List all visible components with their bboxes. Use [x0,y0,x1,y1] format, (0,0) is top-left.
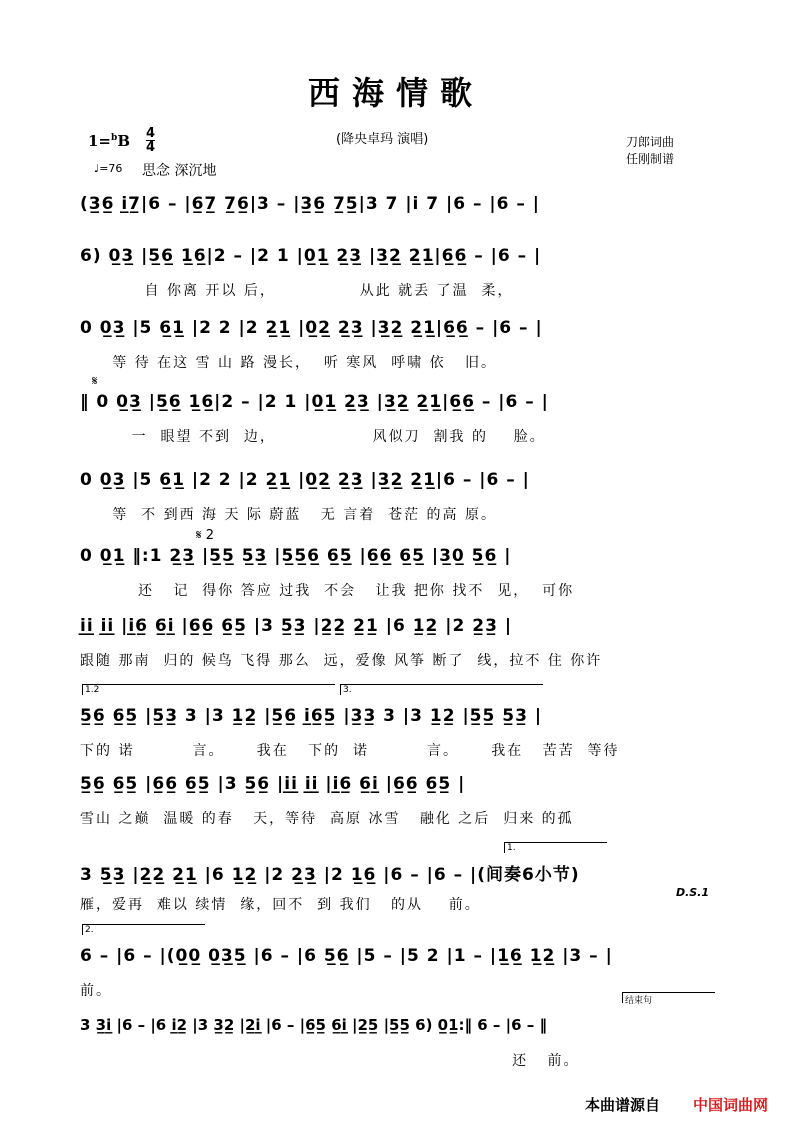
notes-line: 0 0̲1̲ ‖:1 2̲3̲ |5̲5̲ 5̲3̲ |5̲5̲6̲ 6̲5̲ |6̲6̲ 6̲5̲ |3̲0̲ 5̲6̲ | [80,546,512,566]
volta-3: 3. [340,684,543,695]
notes-line: 3 5̲3̲ |2̲2̲ 2̲1̲ |6 1̲2̲ |2 2̲3̲ |2 1̲6̲ |6 – |6 – |(间奏6小节) [80,865,580,885]
ending-bracket: 结束句 [622,992,715,1003]
source-label: 本曲谱源自 [585,1096,661,1114]
lyric-line: 雪山 之巅 温暖 的春 天，等待 高原 冰雪 融化 之后 归来 的孤 [80,811,574,827]
notes-line: 0 0̲3̲ |5 6̲1̲ |2 2 |2 2̲1̲ |0̲2̲ 2̲3̲ |3̲2̲ 2̲1̲|6̲6̲ – |6 – | [80,318,543,338]
lyric-line: 等 不 到西 海 天 际 蔚蓝 无 言着 苍茫 的高 原。 [80,507,498,523]
volta-2: 2. [82,924,205,935]
song-title: 西海情歌 [307,74,484,112]
lyric-line: 跟随 那南 归的 候鸟 飞得 那么 远，爱像 风筝 断了 线，拉不 住 你许 [80,653,603,669]
notes-line: ‖ 0 0̲3̲ |5̲6̲ 1̲6̲|2 – |2 1 |0̲1̲ 2̲3̲ |3̲2̲ 2̲1̲|6̲6̲ – |6 – | [80,392,549,412]
notes-line: 3 3̲i̲ |6 – |6 i̲2̲ |3 3̲2̲ |2̲i̲ |6 – |6̲5̲ 6̲i̲ |2̲5̲ |5̲5̲ 6) 0̲1̲:‖ 6 – |6 – ‖ [80,1016,548,1034]
site-link[interactable]: 中国词曲网 [693,1096,769,1114]
segno-sign: 𝄋 [92,374,98,389]
lyric-line: 雁，爱再 难以 续情 缘，回不 到 我们 的从 前。 [80,897,481,913]
lyric-line: 自 你离 开以 后， 从此 就丢 了温 柔， [80,283,514,299]
notes-line: 6) 0̲3̲ |5̲6̲ 1̲6̲|2 – |2 1 |0̲1̲ 2̲3̲ |3̲2̲ 2̲1̲|6̲6̲ – |6 – | [80,246,542,266]
segno-2-sign: 𝄋 2 [196,528,214,543]
key-signature: 1=$^b$B [88,132,130,150]
notes-line: 5̲6̲ 6̲5̲ |6̲6̲ 6̲5̲ |3 5̲6̲ |i̲i̲ i̲i̲ |i̲6̲ 6̲i̲ |6̲6̲ 6̲5̲ | [80,774,466,794]
notes-line: 6 – |6 – |(0̲0̲ 0̲3̲5̲ |6 – |6 5̲6̲ |5 – |5 2 |1 – |1̲6̲ 1̲2̲ |3 – | [80,946,613,966]
credit-composer: 刀郎词曲 [626,135,675,149]
lyric-line: 下的 诺 言。 我在 下的 诺 言。 我在 苦苦 等待 [80,743,620,759]
performer-label: (降央卓玛 演唱) [336,132,429,147]
dal-segno-mark: D.S.1 [676,886,710,899]
lyric-line: 等 待 在这 雪 山 路 漫长， 听 寒风 呼啸 依 旧。 [80,355,498,371]
credit-transcriber: 任刚制谱 [626,152,675,166]
volta-1-2: 1.2 [82,684,335,695]
volta-1: 1. [504,842,607,853]
credits [626,134,674,168]
lyric-line: 前。 [80,983,112,999]
notes-line: 5̲6̲ 6̲5̲ |5̲3̲ 3 |3 1̲2̲ |5̲6̲ i̲6̲5̲ |3̲3̲ 3 |3 1̲2̲ |5̲5̲ 5̲3̲ | [80,706,543,726]
mood-marking: 思念 深沉地 [142,163,217,179]
lyric-line: 还 前。 [80,1053,580,1069]
notes-line: (3̲6̲ i̲7̲|6 – |6̲7̲ 7̲6̲|3 – |3̲6̲ 7̲5̲|3 7 |i 7 |6 – |6 – | [80,194,540,214]
notes-line: 0 0̲3̲ |5 6̲1̲ |2 2 |2 2̲1̲ |0̲2̲ 2̲3̲ |3̲2̲ 2̲1̲|6 – |6 – | [80,470,530,490]
lyric-line: 一 眼望 不到 边， 风似刀 割我 的 脸。 [80,429,546,445]
time-signature: 4 4 [146,126,156,155]
tempo-marking: ♩=76 [94,162,123,175]
notes-line: i̲i̲ i̲i̲ |i̲6̲ 6̲i̲ |6̲6̲ 6̲5̲ |3 5̲3̲ |2̲2̲ 2̲1̲ |6 1̲2̲ |2 2̲3̲ | [80,616,513,636]
lyric-line: 还 记 得你 答应 过我 不会 让我 把你 找不 见， 可你 [80,583,575,599]
